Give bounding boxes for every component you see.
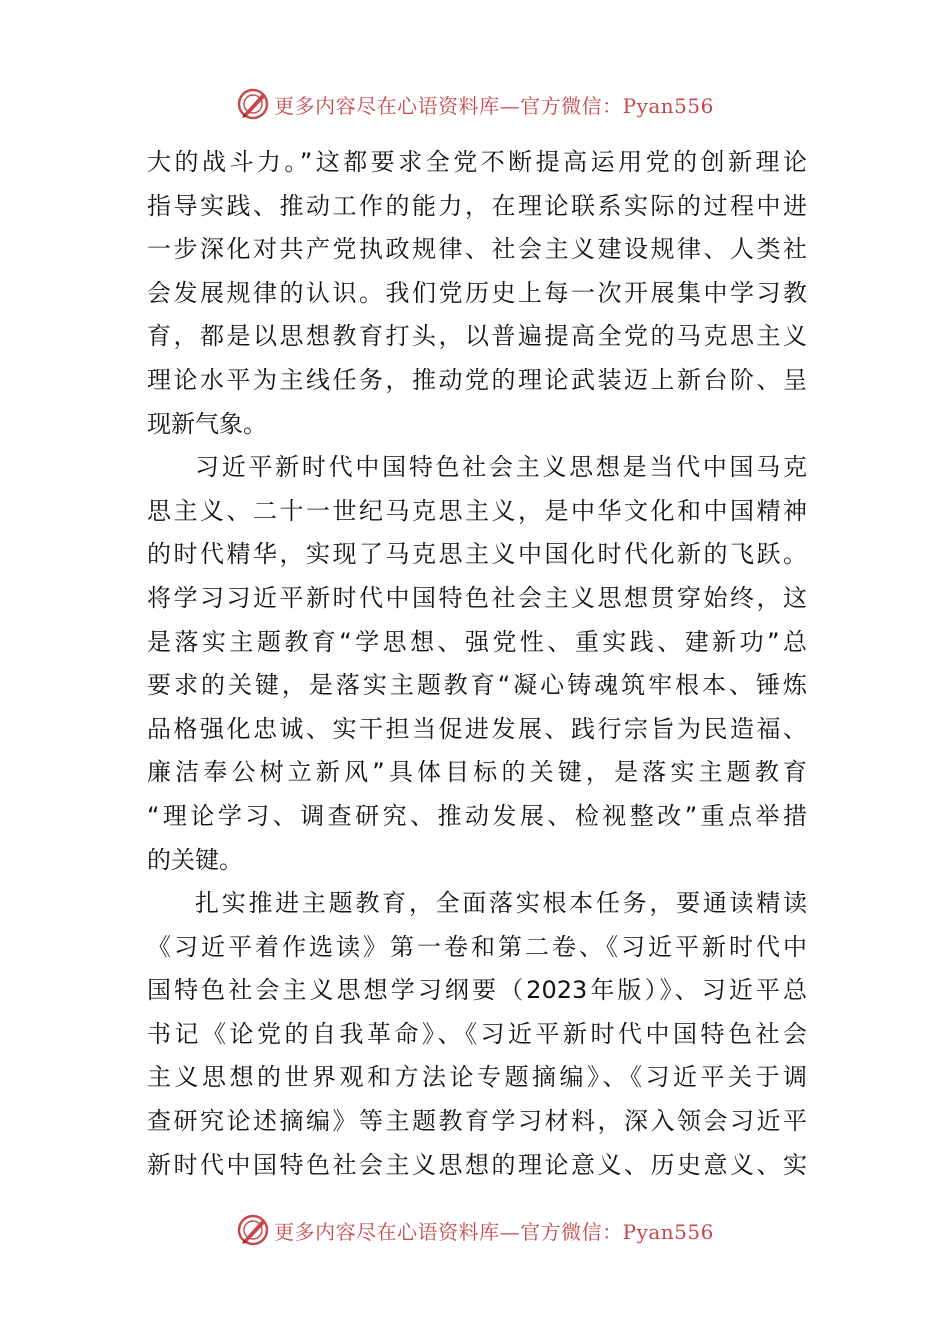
paragraph-3-line: 《习近平着作选读》第一卷和第二卷、《习近平新时代中 [147, 932, 807, 961]
footer-watermark-text: 更多内容尽在心语资料库—官方微信：Pyan556 [274, 1219, 714, 1244]
paragraph-1-line: 一步深化对共产党执政规律、社会主义建设规律、人类社 [147, 235, 807, 264]
paragraph-2-line: 是落实主题教育“学思想、强党性、重实践、建新功”总 [147, 627, 807, 656]
pen-circle-icon [236, 1212, 272, 1248]
paragraph-1-line: 育，都是以思想教育打头，以普遍提高全党的马克思主义 [147, 322, 807, 351]
paragraph-2-line: 将学习习近平新时代中国特色社会主义思想贯穿始终，这 [147, 583, 807, 612]
document-body [147, 141, 807, 1187]
paragraph-3-line: 查研究论述摘编》等主题教育学习材料，深入领会习近平 [147, 1107, 807, 1136]
pen-circle-icon [236, 86, 272, 122]
paragraph-3-line: 扎实推进主题教育，全面落实根本任务，要通读精读 [195, 889, 807, 918]
paragraph-3-line: 新时代中国特色社会主义思想的理论意义、历史意义、实 [147, 1150, 807, 1179]
paragraph-3-line: 国特色社会主义思想学习纲要（2023年版）》、习近平总 [147, 976, 807, 1005]
paragraph-3-line: 书记《论党的自我革命》、《习近平新时代中国特色社会 [147, 1019, 807, 1048]
paragraph-2-line: 的时代精华，实现了马克思主义中国化时代化新的飞跃。 [147, 540, 807, 569]
paragraph-2-line: 思主义、二十一世纪马克思主义，是中华文化和中国精神 [147, 496, 807, 525]
paragraph-1-line: 指导实践、推动工作的能力，在理论联系实际的过程中进 [147, 191, 807, 220]
paragraph-3-line: 主义思想的世界观和方法论专题摘编》、《习近平关于调 [147, 1063, 807, 1092]
paragraph-2-line: 廉洁奉公树立新风”具体目标的关键，是落实主题教育 [147, 758, 807, 787]
header-watermark [0, 84, 950, 124]
paragraph-1-line: 大的战斗力。”这都要求全党不断提高运用党的创新理论 [147, 148, 807, 176]
paragraph-1-line: 会发展规律的认识。我们党历史上每一次开展集中学习教 [147, 278, 807, 307]
footer-watermark [0, 1210, 950, 1250]
paragraph-1-line: 现新气象。 [147, 409, 267, 438]
header-watermark-text: 更多内容尽在心语资料库—官方微信：Pyan556 [274, 93, 714, 118]
paragraph-2-line: 要求的关键，是落实主题教育“凝心铸魂筑牢根本、锤炼 [147, 671, 807, 700]
paragraph-2-line: 品格强化忠诚、实干担当促进发展、践行宗旨为民造福、 [147, 714, 807, 743]
paragraph-1-line: 理论水平为主线任务，推动党的理论武装迈上新台阶、呈 [147, 365, 807, 394]
paragraph-2-line: “理论学习、调查研究、推动发展、检视整改”重点举措 [147, 801, 807, 830]
paragraph-2-line: 习近平新时代中国特色社会主义思想是当代中国马克 [195, 453, 807, 482]
paragraph-2-line: 的关键。 [147, 845, 243, 874]
